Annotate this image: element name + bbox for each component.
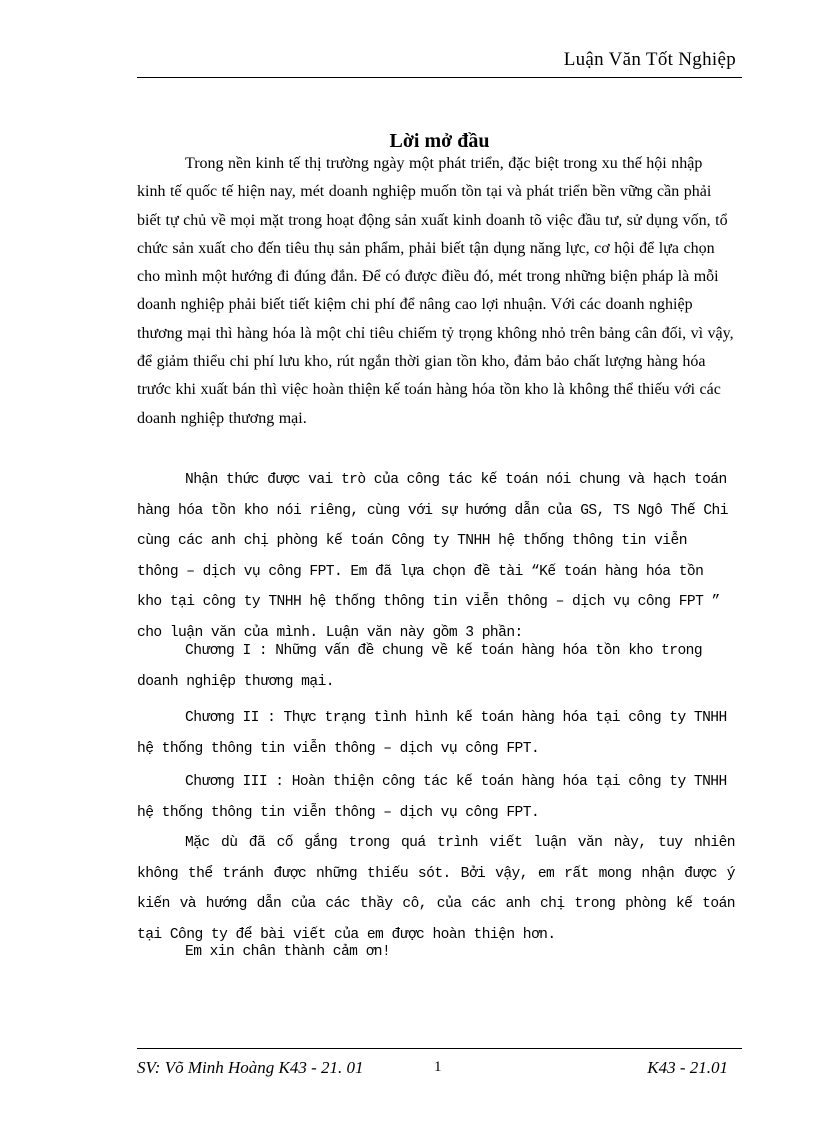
paragraph-topic: Nhận thức được vai trò của công tác kế toán nói chung và hạch toán hàng hóa tồn kho nói riêng, cùng với sự hướng dẫn của GS, TS Ngô Thế Chi cùng các anh chị phòng kế toán Công ty TNHH hệ thống thông tin viễn thông – dịch vụ công FPT. Em đã lựa chọn đề tài “Kế toán hàng hóa tồn kho tại công ty TNHH hệ thống thông tin viễn thông – dịch vụ công FPT ” cho luận văn của mình. Luận văn này gồm 3 phần: (137, 472, 728, 641)
paragraph-intro: Trong nền kinh tế thị trường ngày một phát triển, đặc biệt trong xu thế hội nhập kinh tế quốc tế hiện nay, mét doanh nghiệp muốn tồn tại và phát triển bền vững cần phải biết tự chủ về mọi mặt trong hoạt động sản xuất kinh doanh tõ việc đầu tư, sử dụng vốn, tổ chức sản xuất cho đến tiêu thụ sản phẩm, phải biết tận dụng năng lực, cơ hội để lựa chọn cho mình một hướng đi đúng đắn. Để có được điều đó, mét trong những biện pháp là mỗi doanh nghiệp phải biết tiết kiệm chi phí để nâng cao lợi nhuận. Với các doanh nghiệp thương mại thì hàng hóa là một chỉ tiêu chiếm tỷ trọng không nhỏ trên bảng cân đối, vì vậy, để giảm thiểu chi phí lưu kho, rút ngắn thời gian tồn kho, đảm bảo chất lượng hàng hóa trước khi xuất bán thì việc hoàn thiện kế toán hàng hóa tồn kho là không thể thiếu với các doanh nghiệp thương mại. (137, 155, 734, 427)
header-divider (137, 77, 742, 78)
paragraph-acknowledgement: Mặc dù đã cố gắng trong quá trình viết luận văn này, tuy nhiên không thể tránh được những thiếu sót. Bởi vậy, em rất mong nhận được ý kiến và hướng dẫn của các thầy cô, của các anh chị trong phòng kế toán tại Công ty để bài viết của em được hoàn thiện hơn. (137, 835, 735, 943)
footer-divider (137, 1048, 742, 1049)
running-header-title: Luận Văn Tốt Nghiệp (563, 49, 736, 70)
paragraph-chapter-2: Chương II : Thực trạng tình hình kế toán hàng hóa tại công ty TNHH hệ thống thông tin viễn thông – dịch vụ công FPT. (137, 710, 727, 757)
page-title: Lời mở đầu (389, 130, 490, 153)
paragraph-thanks: Em xin chân thành cảm ơn! (185, 944, 391, 960)
footer-class-code: K43 - 21.01 (647, 1058, 728, 1077)
paragraph-chapter-1: Chương I : Những vấn đề chung về kế toán hàng hóa tồn kho trong doanh nghiệp thương mại. (137, 643, 703, 690)
footer-student-info: SV: Võ Minh Hoàng K43 - 21. 01 (137, 1058, 364, 1077)
paragraph-chapter-3: Chương III : Hoàn thiện công tác kế toán hàng hóa tại công ty TNHH hệ thống thông tin viễn thông – dịch vụ công FPT. (137, 774, 727, 821)
page-number: 1 (434, 1059, 442, 1075)
